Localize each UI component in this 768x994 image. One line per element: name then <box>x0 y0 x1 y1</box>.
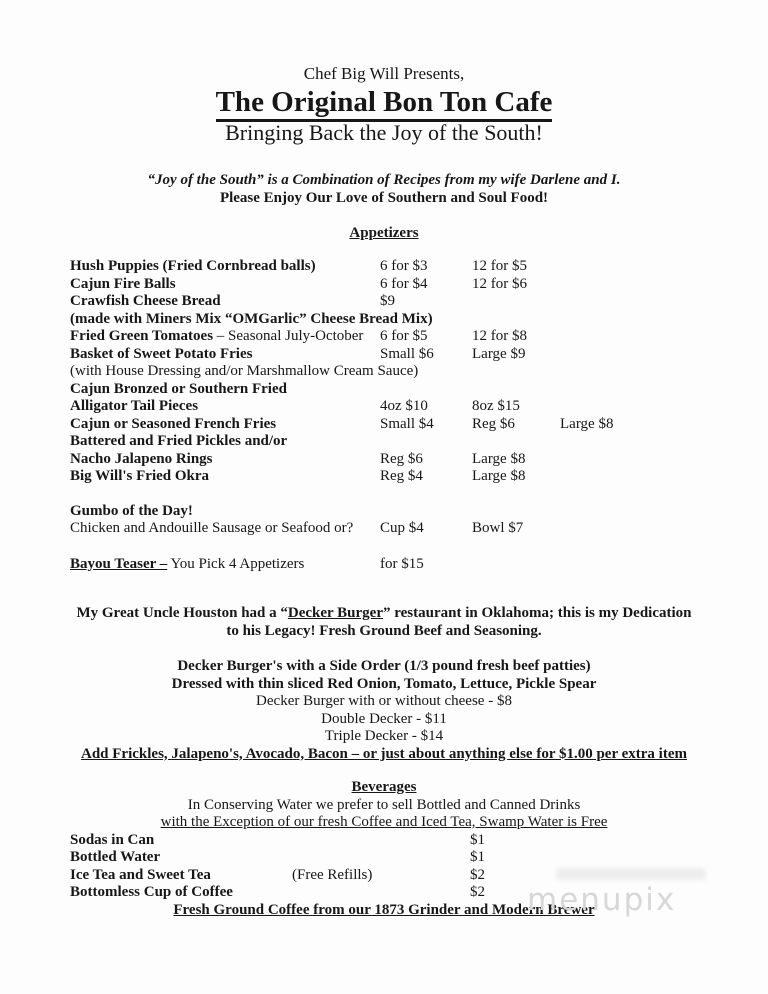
item-name <box>70 328 380 346</box>
menu-row <box>70 311 698 329</box>
item-price-2: Large $8 <box>472 468 526 484</box>
menu-row <box>70 276 698 294</box>
beverage-name: Sodas in Can <box>70 831 155 848</box>
item-name <box>70 363 419 381</box>
dedication-prefix: My Great Uncle Houston had a “ <box>76 605 288 621</box>
item-price-3 <box>560 398 698 416</box>
dedication-line-2: to his Legacy! Fresh Ground Beef and Seasoning. <box>226 622 542 639</box>
item-price-2 <box>472 363 560 381</box>
item-name <box>70 381 380 399</box>
dedication-underlined: Decker Burger <box>287 605 383 621</box>
item-price-1 <box>380 311 472 329</box>
item-price-1: Cup $4 <box>380 520 424 536</box>
decker-line-3: Decker Burger with or without cheese - $8 <box>256 693 512 709</box>
item-name <box>70 276 380 294</box>
item-price-2: Large $8 <box>472 450 526 467</box>
item-price-2: 8oz $15 <box>472 398 520 414</box>
item-price-3 <box>560 258 698 276</box>
item-price-3 <box>560 503 698 521</box>
item-name <box>70 433 380 451</box>
item-price-1: Small $6 <box>380 345 434 362</box>
beverage-name: Bottomless Cup of Coffee <box>70 884 233 900</box>
item-price-1: Reg $6 <box>380 450 423 467</box>
item-name-bold: Cajun Fire Balls <box>70 275 176 292</box>
item-price-1: 6 for $3 <box>380 258 428 274</box>
menu-row <box>70 503 698 521</box>
decker-line-4: Double Decker - $11 <box>321 710 447 727</box>
item-name-note: You Pick 4 Appetizers <box>167 555 305 572</box>
item-name <box>70 258 380 276</box>
restaurant-title-text: The Original Bon Ton Cafe <box>216 86 553 122</box>
item-price-3 <box>560 276 698 294</box>
item-name-note: (with House Dressing and/or Marshmallow Cream Sauce) <box>70 363 419 379</box>
item-name <box>70 398 380 416</box>
item-name-bold: Fried Green Tomatoes <box>70 328 214 344</box>
item-price-2 <box>472 433 560 451</box>
item-price-2: Large $9 <box>472 345 526 362</box>
item-price-2: 12 for $8 <box>472 328 527 344</box>
item-price-1: 6 for $4 <box>380 275 428 292</box>
item-price-1: 6 for $5 <box>380 328 428 344</box>
dedication-suffix: ” restaurant in Oklahoma; this is my Dedication <box>383 605 692 621</box>
item-price-3 <box>560 381 698 399</box>
item-price-1: Reg $4 <box>380 468 423 484</box>
decker-line-1: Decker Burger's with a Side Order (1/3 pound fresh beef patties) <box>177 658 591 674</box>
decker-line-5: Triple Decker - $14 <box>324 728 444 744</box>
item-price-1 <box>380 433 472 451</box>
bayou-teaser-section <box>70 556 698 574</box>
item-name-bold: Gumbo of the Day! <box>70 502 193 519</box>
decker-addons-line: Add Frickles, Jalapeno's, Avocado, Bacon – or just about anything else for $1.00 per extra item <box>81 745 687 762</box>
item-name-bold: Cajun Bronzed or Southern Fried <box>70 380 287 397</box>
item-name-bold: Alligator Tail Pieces <box>70 398 199 414</box>
restaurant-title <box>70 86 698 118</box>
item-price-2: 12 for $5 <box>472 258 527 274</box>
item-price-2 <box>472 381 560 399</box>
appetizers-heading: Appetizers <box>349 225 419 241</box>
intro-welcome: Please Enjoy Our Love of Southern and Soul Food! <box>219 190 549 206</box>
beverage-price: $2 <box>470 866 485 883</box>
item-name-bold: Hush Puppies (Fried Cornbread balls) <box>70 258 316 274</box>
menu-row <box>70 328 698 346</box>
item-price-1: $9 <box>380 293 395 309</box>
beverage-row <box>70 832 698 850</box>
item-price-2: 12 for $6 <box>472 275 527 292</box>
beverage-name: Bottled Water <box>70 849 161 865</box>
beverage-note: (Free Refills) <box>292 866 373 883</box>
item-name <box>70 416 380 434</box>
beverage-name: Ice Tea and Sweet Tea <box>70 866 211 883</box>
item-name <box>70 556 380 574</box>
menu-row <box>70 346 698 364</box>
item-price-2 <box>472 311 560 329</box>
item-price-3 <box>560 293 698 311</box>
item-price-1 <box>380 363 472 381</box>
tagline: Bringing Back the Joy of the South! <box>225 120 543 145</box>
beverage-note <box>292 849 470 867</box>
presenter-line: Chef Big Will Presents, <box>303 64 465 83</box>
decker-dedication <box>58 605 710 640</box>
decker-line-2: Dressed with thin sliced Red Onion, Tomato, Lettuce, Pickle Spear <box>171 675 597 692</box>
beverage-note <box>292 832 470 850</box>
menu-row <box>70 258 698 276</box>
beverage-price: $2 <box>470 884 485 900</box>
item-price-3 <box>560 311 698 329</box>
menu-row <box>70 433 698 451</box>
menupix-watermark: menupix <box>527 882 677 918</box>
item-name-bold: Big Will's Fried Okra <box>70 468 210 484</box>
item-name-bold: Bayou Teaser – <box>70 555 168 572</box>
gumbo-section <box>70 503 698 538</box>
menu-row <box>70 381 698 399</box>
item-price-1 <box>380 503 472 521</box>
item-price-2 <box>472 556 560 574</box>
item-price-1 <box>380 381 472 399</box>
decker-section <box>70 658 698 763</box>
scan-smudge <box>556 868 706 880</box>
item-name-note: – Seasonal July-October <box>213 328 364 344</box>
item-name-bold: Cajun or Seasoned French Fries <box>70 415 277 432</box>
menu-row <box>70 363 698 381</box>
beverage-note <box>292 884 470 902</box>
menu-row <box>70 451 698 469</box>
item-price-3 <box>560 468 698 486</box>
beverages-note-1: In Conserving Water we prefer to sell Bottled and Canned Drinks <box>187 796 581 813</box>
beverages-heading: Beverages <box>351 779 417 795</box>
coffee-footer-line: Fresh Ground Coffee from our 1873 Grinder and Modern Brewer <box>173 901 595 918</box>
item-price-3: Large $8 <box>560 415 614 432</box>
item-price-1: for $15 <box>380 555 424 572</box>
beverages-note-2: with the Exception of our fresh Coffee and Iced Tea, Swamp Water is Free <box>160 814 608 830</box>
item-price-3 <box>560 328 698 346</box>
item-price-3 <box>560 556 698 574</box>
item-price-3 <box>560 363 698 381</box>
item-price-2 <box>472 293 560 311</box>
menu-row <box>70 293 698 311</box>
item-name <box>70 468 380 486</box>
item-price-2: Reg $6 <box>472 415 515 432</box>
beverage-row <box>70 849 698 867</box>
item-price-1: Small $4 <box>380 415 434 432</box>
dedication-line-1 <box>58 605 710 623</box>
menu-row <box>70 416 698 434</box>
menu-row <box>70 468 698 486</box>
appetizers-list <box>70 258 698 486</box>
item-price-3 <box>560 451 698 469</box>
item-name-bold: Nacho Jalapeno Rings <box>70 450 213 467</box>
item-name-bold: (made with Miners Mix “OMGarlic” Cheese Bread Mix) <box>70 310 433 327</box>
item-price-1: 4oz $10 <box>380 398 428 414</box>
item-price-3 <box>560 346 698 364</box>
item-name <box>70 293 380 311</box>
item-name <box>70 310 433 329</box>
item-name <box>70 451 380 469</box>
item-name <box>70 346 380 364</box>
item-name <box>70 520 380 538</box>
item-name-note: Chicken and Andouille Sausage or Seafood or? <box>70 520 354 536</box>
menu-row <box>70 398 698 416</box>
item-name <box>70 503 380 521</box>
item-price-3 <box>560 433 698 451</box>
menu-row <box>70 520 698 538</box>
menu-row <box>70 556 698 574</box>
item-name-bold: Battered and Fried Pickles and/or <box>70 433 288 449</box>
item-price-2 <box>472 503 560 521</box>
intro-quote: “Joy of the South” is a Combination of Recipes from my wife Darlene and I. <box>147 172 621 188</box>
item-name-bold: Basket of Sweet Potato Fries <box>70 345 253 362</box>
beverage-price: $1 <box>470 849 485 865</box>
beverage-price: $1 <box>470 831 485 848</box>
item-price-3 <box>560 520 698 538</box>
item-price-2: Bowl $7 <box>472 520 524 536</box>
item-name-bold: Crawfish Cheese Bread <box>70 293 221 309</box>
